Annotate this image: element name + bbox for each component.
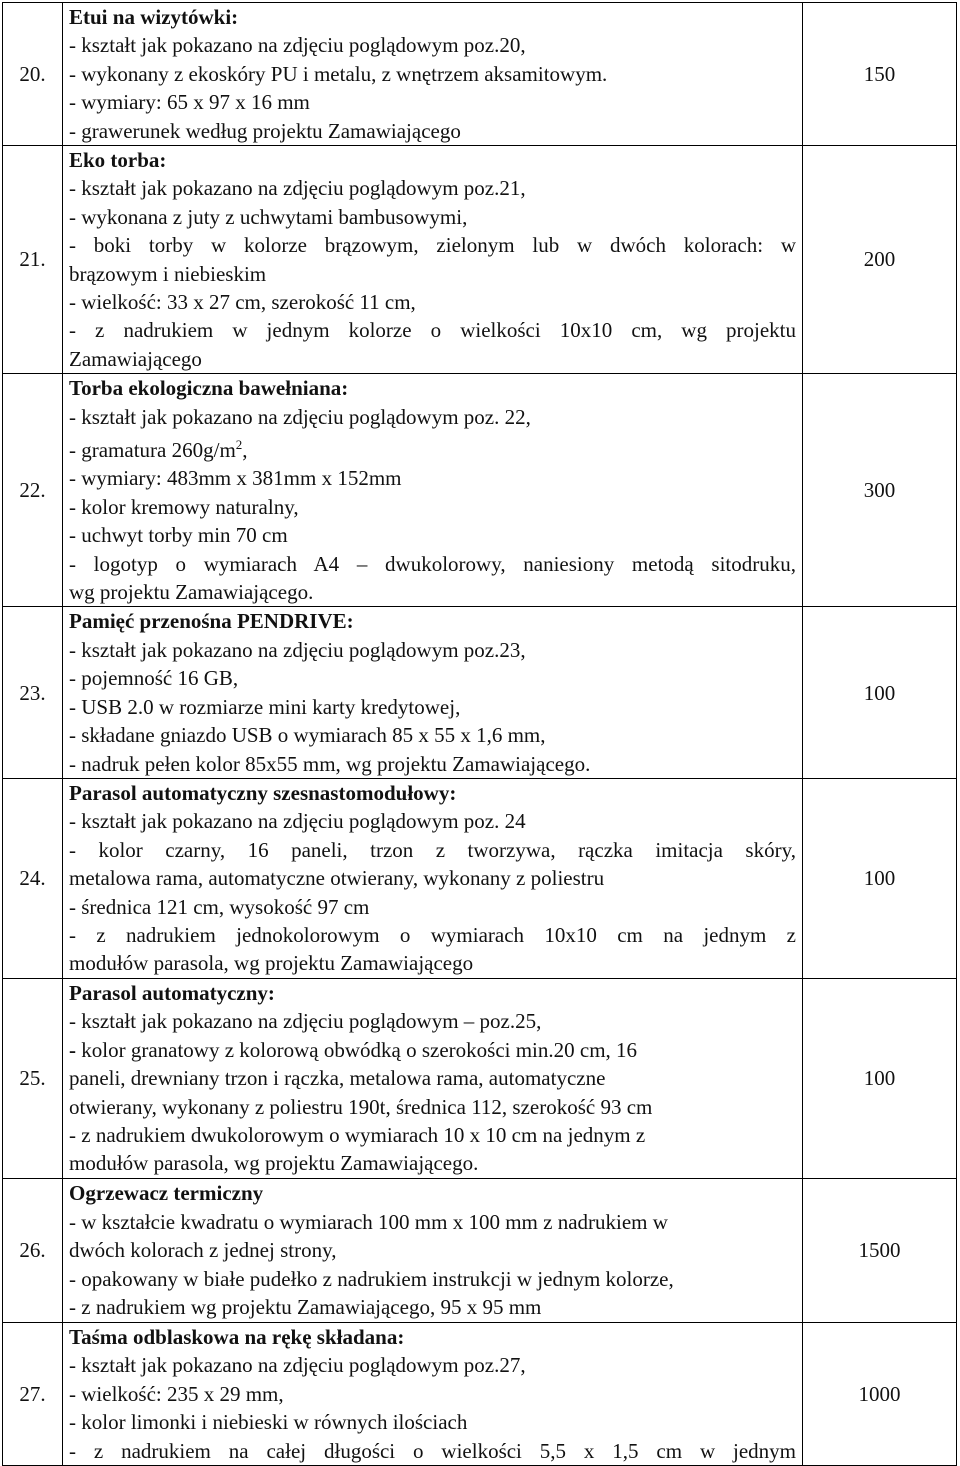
spec-line: - uchwyt torby min 70 cm — [69, 523, 288, 548]
spec-line: - wymiary: 65 x 97 x 16 mm — [69, 90, 310, 115]
spec-line: - kolor kremowy naturalny, — [69, 494, 299, 519]
spec-line: - nadruk pełen kolor 85x55 mm, wg projektu Zamawiającego. — [69, 751, 591, 776]
spec-line: - kształt jak pokazano na zdjęciu poglądowym poz. 24 — [69, 809, 526, 834]
item-title: Ogrzewacz termiczny — [69, 1181, 264, 1206]
spec-line: - wielkość: 235 x 29 mm, — [69, 1381, 284, 1406]
item-description — [63, 607, 803, 778]
spec-line: - wielkość: 33 x 27 cm, szerokość 11 cm, — [69, 290, 416, 315]
superscript: 2 — [235, 437, 243, 453]
item-number: 25. — [3, 978, 63, 1178]
spec-line: - logotyp o wymiarach A4 – dwukolorowy, naniesiony metodą sitodruku, — [69, 551, 796, 576]
item-number: 20. — [3, 3, 63, 146]
item-title: Torba ekologiczna bawełniana: — [69, 376, 349, 401]
item-description — [63, 146, 803, 374]
item-title: Parasol automatyczny szesnastomodułowy: — [69, 781, 457, 806]
spec-line: - z nadrukiem wg projektu Zamawiającego, 95 x 95 mm — [69, 1295, 542, 1320]
gramatura-text: - gramatura 260g/m — [69, 438, 236, 463]
item-description — [63, 978, 803, 1178]
item-quantity: 200 — [803, 146, 957, 374]
item-number: 27. — [3, 1322, 63, 1465]
table-row — [3, 778, 957, 978]
table-row — [3, 374, 957, 607]
spec-line: - grawerunek według projektu Zamawiającego — [69, 118, 461, 143]
spec-line: - kolor czarny, 16 paneli, trzon z tworzywa, rączka imitacja skóry, — [69, 837, 796, 862]
specification-table — [2, 2, 957, 1466]
spec-line-gramatura — [69, 431, 796, 464]
spec-line: metalowa rama, automatyczne otwierany, wykonany z poliestru — [69, 866, 605, 891]
table-row — [3, 146, 957, 374]
item-quantity: 100 — [803, 778, 957, 978]
spec-line: - kształt jak pokazano na zdjęciu poglądowym poz.20, — [69, 33, 526, 58]
spec-line: - kolor limonki i niebieski w równych ilościach — [69, 1410, 468, 1435]
spec-line: paneli, drewniany trzon i rączka, metalowa rama, automatyczne — [69, 1066, 606, 1091]
spec-line: brązowym i niebieskim — [69, 261, 267, 286]
spec-line: - składane gniazdo USB o wymiarach 85 x 55 x 1,6 mm, — [69, 723, 546, 748]
table-row — [3, 1178, 957, 1322]
table-row — [3, 978, 957, 1178]
spec-line: - z nadrukiem dwukolorowym o wymiarach 10 x 10 cm na jednym z — [69, 1123, 646, 1148]
item-quantity: 300 — [803, 374, 957, 607]
spec-line: - średnica 121 cm, wysokość 97 cm — [69, 894, 370, 919]
spec-line: - z nadrukiem jednokolorowym o wymiarach 10x10 cm na jednym z — [69, 923, 796, 948]
item-quantity: 100 — [803, 607, 957, 778]
spec-line: dwóch kolorach z jednej strony, — [69, 1238, 337, 1263]
item-quantity: 1500 — [803, 1178, 957, 1322]
spec-line: - wymiary: 483mm x 381mm x 152mm — [69, 466, 402, 491]
bold-dash: - — [69, 1037, 82, 1062]
spec-line: modułów parasola, wg projektu Zamawiającego. — [69, 1151, 479, 1176]
colour-text: kolor granatowy z kolorową obwódką o szerokości min.20 cm, 16 — [81, 1037, 638, 1062]
item-title: Eko torba: — [69, 148, 167, 173]
spec-line: - wykonana z juty z uchwytami bambusowymi, — [69, 204, 468, 229]
spec-line: - opakowany w białe pudełko z nadrukiem instrukcji w jednym kolorze, — [69, 1266, 674, 1291]
spec-line: - kształt jak pokazano na zdjęciu poglądowym – poz.25, — [69, 1009, 542, 1034]
table-row — [3, 1322, 957, 1465]
spec-line: - kształt jak pokazano na zdjęciu poglądowym poz.27, — [69, 1353, 526, 1378]
gramatura-suffix: , — [242, 438, 248, 463]
spec-line: - USB 2.0 w rozmiarze mini karty kredytowej, — [69, 694, 461, 719]
item-quantity: 100 — [803, 978, 957, 1178]
spec-line: - pojemność 16 GB, — [69, 666, 239, 691]
spec-line: - wykonany z ekoskóry PU i metalu, z wnętrzem aksamitowym. — [69, 61, 608, 86]
item-description — [63, 1322, 803, 1465]
item-description — [63, 1178, 803, 1322]
spec-line: - boki torby w kolorze brązowym, zielonym lub w dwóch kolorach: w — [69, 233, 796, 258]
spec-line: otwierany, wykonany z poliestru 190t, średnica 112, szerokość 93 cm — [69, 1094, 653, 1119]
spec-line: - z nadrukiem w jednym kolorze o wielkości 10x10 cm, wg projektu — [69, 318, 796, 343]
item-title: Parasol automatyczny: — [69, 981, 275, 1005]
spec-line: modułów parasola, wg projektu Zamawiającego — [69, 951, 474, 976]
item-number: 22. — [3, 374, 63, 607]
item-number: 21. — [3, 146, 63, 374]
item-title: Etui na wizytówki: — [69, 5, 239, 29]
spec-line: - w kształcie kwadratu o wymiarach 100 mm x 100 mm z nadrukiem w — [69, 1209, 668, 1234]
item-description — [63, 3, 803, 146]
item-number: 26. — [3, 1178, 63, 1322]
spec-line: Zamawiającego — [69, 346, 202, 371]
item-number: 24. — [3, 778, 63, 978]
item-description — [63, 374, 803, 607]
item-quantity: 150 — [803, 3, 957, 146]
spec-line: - z nadrukiem na całej długości o wielkości 5,5 x 1,5 cm w jednym — [69, 1438, 796, 1463]
item-title: Taśma odblaskowa na rękę składana: — [69, 1324, 405, 1349]
spec-line: - kształt jak pokazano na zdjęciu poglądowym poz.21, — [69, 176, 526, 201]
item-quantity: 1000 — [803, 1322, 957, 1465]
item-description — [63, 778, 803, 978]
item-number: 23. — [3, 607, 63, 778]
spec-line: - kształt jak pokazano na zdjęciu poglądowym poz.23, — [69, 637, 526, 662]
table-row — [3, 607, 957, 778]
spec-line-colour — [69, 1036, 796, 1064]
spec-line: wg projektu Zamawiającego. — [69, 580, 314, 605]
item-title: Pamięć przenośna PENDRIVE: — [69, 609, 354, 634]
spec-line: - kształt jak pokazano na zdjęciu poglądowym poz. 22, — [69, 404, 531, 429]
table-row — [3, 3, 957, 146]
